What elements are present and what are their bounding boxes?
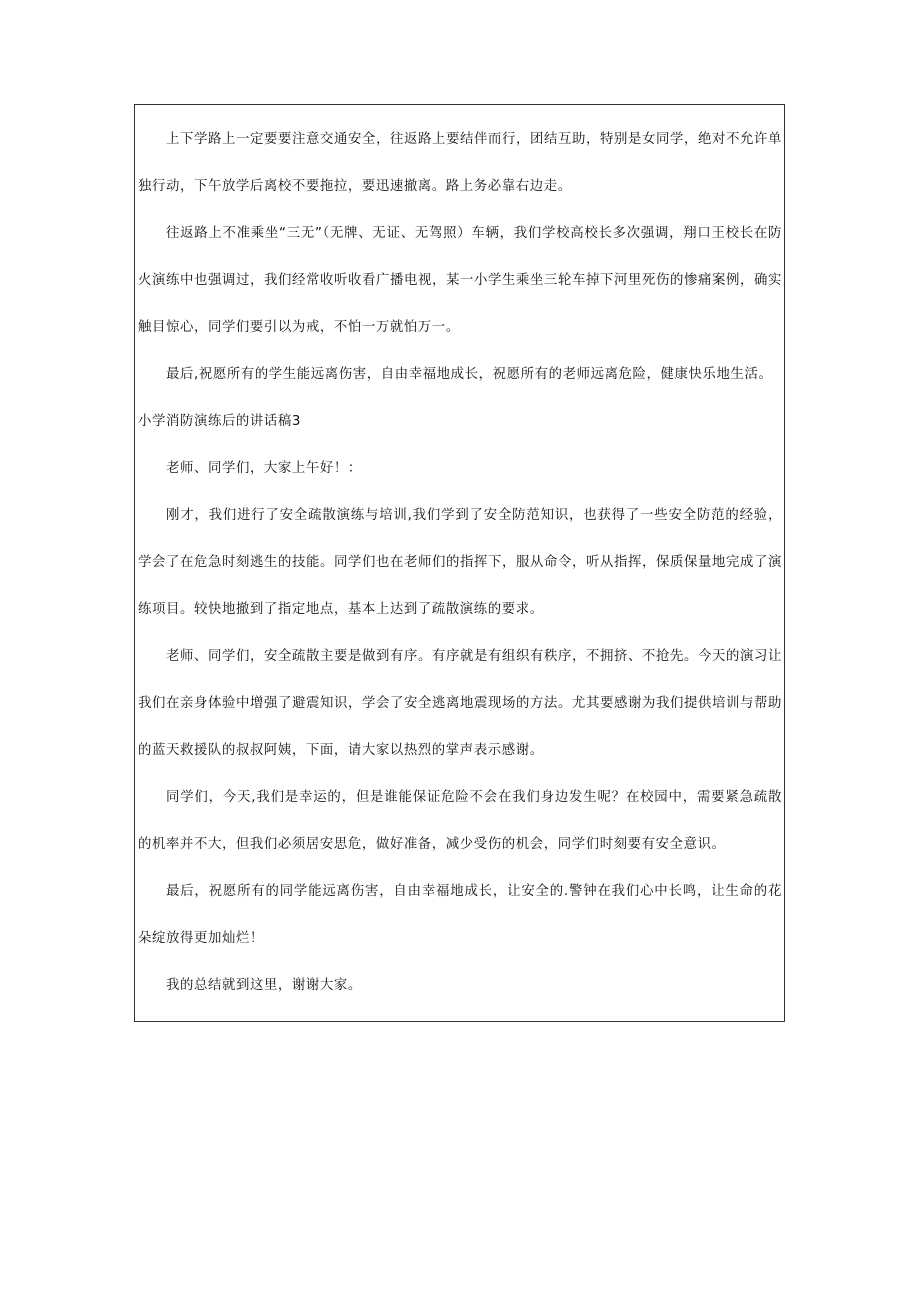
speech-paragraph-final-wish: 最后，祝愿所有的同学能远离伤害，自由幸福地成长，让安全的.警钟在我们心中长鸣，让生命的花朵绽放得更加灿烂！ (138, 884, 782, 946)
speech-greeting: 老师、同学们，大家上午好！： (166, 461, 362, 476)
paragraph-closing-wish: 最后,祝愿所有的学生能远离伤害，自由幸福地成长，祝愿所有的老师远离危险，健康快乐地生活。 (166, 367, 773, 382)
speech-paragraph-orderly-evacuation: 老师、同学们，安全疏散主要是做到有序。有序就是有组织有秩序，不拥挤、不抢先。今天的演习让我们在亲身体验中增强了避震知识，学会了安全逃离地震现场的方法。尤其要感谢为我们提供培训与帮助的蓝天救援队的叔叔阿姨，下面，请大家以热烈的掌声表示感谢。 (138, 649, 782, 758)
speech-closing: 我的总结就到这里，谢谢大家。 (166, 978, 362, 993)
speech-paragraph-vigilance: 同学们，今天,我们是幸运的，但是谁能保证危险不会在我们身边发生呢？在校园中，需要紧急疏散的机率并不大，但我们必须居安思危，做好准备，减少受伤的机会，同学们时刻要有安全意识。 (138, 790, 782, 852)
paragraph-traffic-safety: 上下学路上一定要要注意交通安全，往返路上要结伴而行，团结互助，特别是女同学，绝对不允许单独行动，下午放学后离校不要拖拉，要迅速撤离。路上务必靠右边走。 (138, 132, 782, 194)
paragraph-unlicensed-vehicles: 往返路上不准乘坐“三无”（无牌、无证、无驾照）车辆，我们学校高校长多次强调，翔口王校长在防火演练中也强调过，我们经常收听收看广播电视，某一小学生乘坐三轮车掉下河里死伤的惨痛案例，确实触目惊心，同学们要引以为戒，不怕一万就怕万一。 (138, 226, 782, 335)
section-title: 小学消防演练后的讲话稿3 (138, 414, 302, 429)
speech-paragraph-drill-summary: 刚才，我们进行了安全疏散演练与培训,我们学到了安全防范知识，也获得了一些安全防范的经验，学会了在危急时刻逃生的技能。同学们也在老师们的指挥下，服从命令，听从指挥，保质保量地完成了演练项目。较快地撤到了指定地点，基本上达到了疏散演练的要求。 (138, 508, 782, 617)
